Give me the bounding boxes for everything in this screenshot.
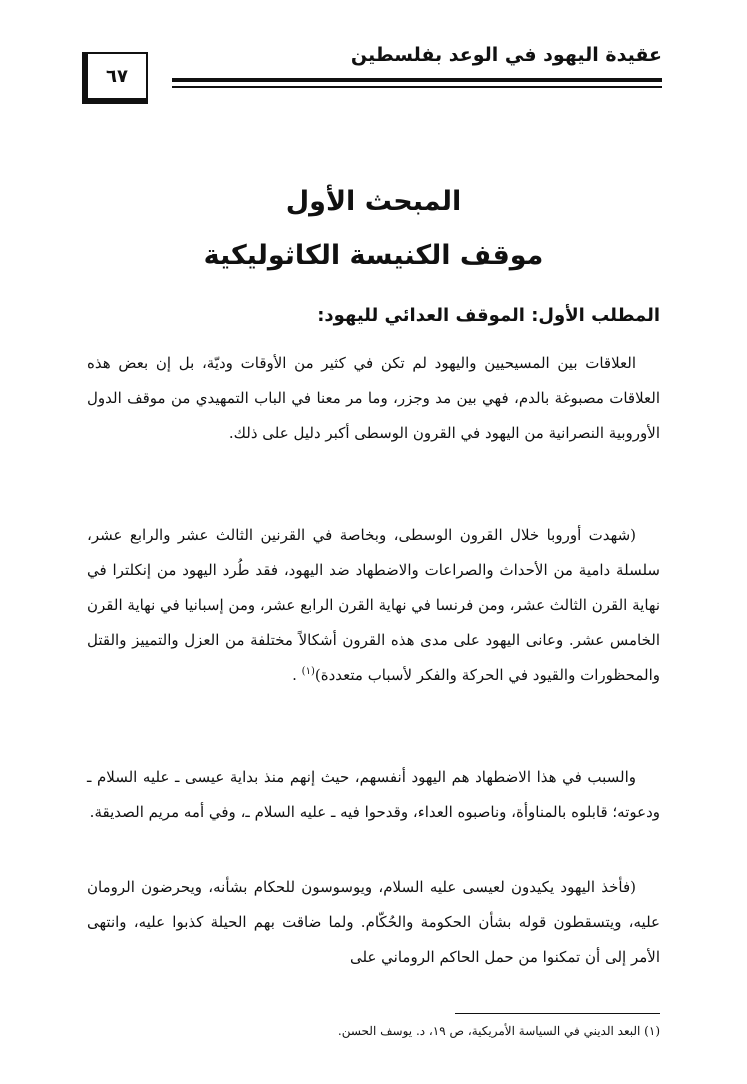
- paragraph-3: [87, 760, 660, 830]
- footnote-divider: [455, 1013, 660, 1014]
- footnote: (١) البعد الديني في السياسة الأمريكية، ص ١٩، د. يوسف الحسن.: [337, 1024, 660, 1038]
- subsection-heading: المطلب الأول: الموقف العدائي لليهود:: [317, 305, 660, 326]
- paragraph-text-quoted: [87, 518, 660, 693]
- paragraph-tail: .: [292, 666, 302, 684]
- paragraph-text: العلاقات بين المسيحيين واليهود لم تكن في كثير من الأوقات وديّة، بل إن بعض هذه العلاقات مصبوغة بالدم، فهي بين مد وجزر، وما مر معنا في الباب التمهيدي من موقف الدول الأوروبية النصرانية من اليهود في القرون الوسطى أكبر دليل على ذلك.: [87, 354, 660, 442]
- section-title: المبحث الأول: [285, 186, 462, 217]
- section-subtitle: موقف الكنيسة الكاثوليكية: [203, 240, 544, 271]
- paragraph-text: (فأخذ اليهود يكيدون لعيسى عليه السلام، ويوسوسون للحكام بشأنه، ويحرضون الرومان عليه، ويتسقطون قوله بشأن الحكومة والحُكّام. ولما ضاقت بهم الحيلة كذبوا عليه، وانتهى الأمر إلى أن تمكنوا من حمل الحاكم الروماني على: [87, 878, 660, 966]
- page-number: ٦٧: [106, 65, 128, 87]
- paragraph-4: [87, 870, 660, 975]
- book-title: عقيدة اليهود في الوعد بفلسطين: [350, 44, 662, 66]
- page-number-box: [82, 52, 148, 104]
- header-rule-thick: [172, 78, 662, 82]
- paragraph-text: والسبب في هذا الاضطهاد هم اليهود أنفسهم، حيث إنهم منذ بداية عيسى ـ عليه السلام ـ ودعوته؛ قابلوه بالمناوأة، وناصبوه العداء، وقدحوا فيه ـ عليه السلام ـ، وفي أمه مريم الصديقة.: [87, 768, 660, 821]
- paragraph-2: [87, 518, 660, 693]
- header-rule-thin: [172, 86, 662, 88]
- running-header: [82, 38, 662, 108]
- footnote-reference[interactable]: (١): [301, 666, 315, 677]
- paragraph-text: (شهدت أوروبا خلال القرون الوسطى، وبخاصة في القرنين الثالث عشر والرابع عشر، سلسلة دامية من الأحداث والصراعات والاضطهاد ضد اليهود، فقد طُرد اليهود من إنكلترا في نهاية القرن الثالث عشر، ومن فرنسا في نهاية القرن الرابع عشر، ومن إسبانيا في نهاية القرن الخامس عشر. وعانى اليهود على مدى هذه القرون أشكالاً مختلفة من العزل والتمييز والقتل والمحظورات والقيود في الحركة والفكر لأسباب متعددة): [87, 526, 660, 684]
- paragraph-1: [87, 346, 660, 451]
